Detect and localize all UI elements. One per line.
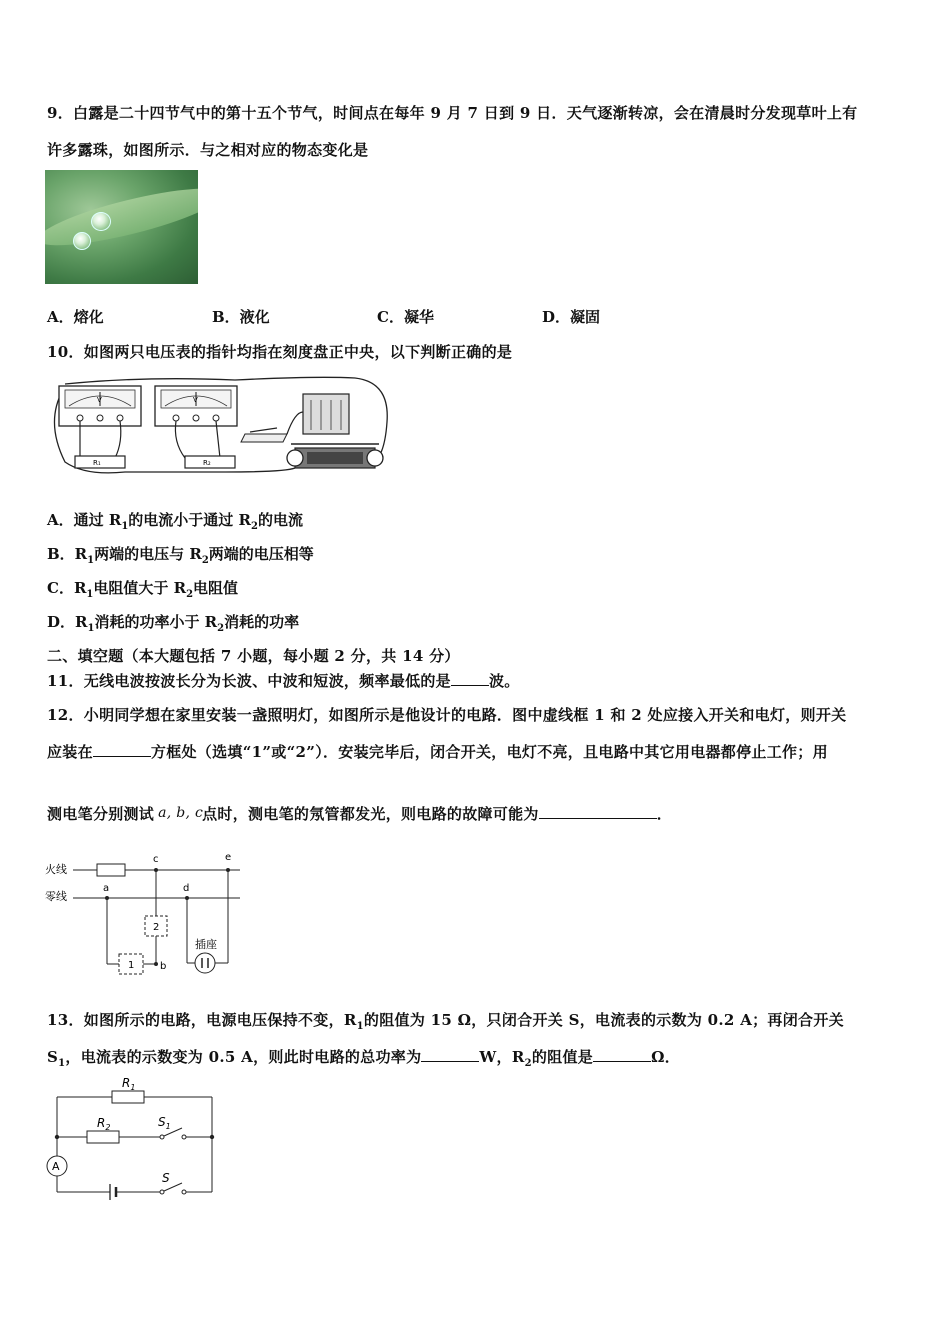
- s1-symbol: $S_1$: [158, 1115, 171, 1131]
- voltmeter-circuit-diagram: [45, 372, 395, 480]
- point-c: c: [153, 854, 159, 865]
- r2-label: R₂: [203, 459, 211, 467]
- r1-label: R₁: [93, 459, 101, 467]
- q10-stem: 10．如图两只电压表的指针均指在刻度盘正中央，以下判断正确的是: [47, 343, 513, 361]
- q12-line2: 应装在 方框处（选填“1”或“2”）．安装完毕后，闭合开关，电灯不亮，且电路中其它用电器都停止工作；用: [47, 743, 828, 761]
- household-circuit-diagram: [45, 850, 245, 978]
- point-a: a: [103, 883, 110, 894]
- q9-option-d: D．凝固: [542, 308, 601, 326]
- point-e: e: [225, 852, 232, 863]
- r2-symbol: $R_2$: [97, 1116, 111, 1132]
- q9-line1: 9．白露是二十四节气中的第十五个节气，时间点在每年 9 月 7 日到 9 日．天气逐渐转凉，会在清晨时分发现草叶上有: [47, 104, 858, 122]
- neutral-wire-label: 零线: [45, 890, 67, 903]
- point-b: b: [160, 961, 167, 972]
- q9-option-c: C．凝华: [377, 308, 434, 326]
- voltmeter1-label: V: [97, 396, 102, 404]
- q9-option-a: A．熔化: [47, 308, 104, 326]
- q10-option-c: C．$R_1$电阻值大于 $R_2$电阻值: [47, 579, 239, 600]
- q9-option-b: B．液化: [212, 308, 270, 326]
- q10-option-b: B．$R_1$两端的电压与 $R_2$两端的电压相等: [47, 545, 314, 566]
- socket-label: 插座: [195, 938, 217, 951]
- ammeter-symbol: A: [52, 1160, 60, 1173]
- section-heading: 二、填空题（本大题包括 7 小题，每小题 2 分，共 14 分）: [47, 647, 460, 665]
- q13-line2: $S_1$，电流表的示数变为 0.5 A，则此时电路的总功率为 W，$R_2$的阻值是 Ω．: [47, 1048, 681, 1069]
- q12-line3: 测电笔分别测试 a, b, c 点时，测电笔的氖管都发光，则电路的故障可能为 ．: [47, 805, 673, 823]
- fire-wire-label: 火线: [45, 863, 67, 876]
- box-2-label: 2: [153, 922, 160, 933]
- ammeter-circuit-diagram: [42, 1074, 222, 1204]
- q9-line2: 许多露珠，如图所示．与之相对应的物态变化是: [47, 141, 369, 159]
- q11-text: 11．无线电波按波长分为长波、中波和短波，频率最低的是 波。: [47, 672, 520, 690]
- s-symbol: S: [162, 1171, 170, 1185]
- abc-points: a, b, c: [158, 805, 204, 821]
- r1-symbol: $R_1$: [122, 1076, 136, 1092]
- voltmeter2-label: V: [193, 396, 198, 404]
- q12-line1: 12．小明同学想在家里安装一盏照明灯，如图所示是他设计的电路．图中虚线框 1 和 2 处应接入开关和电灯，则开关: [47, 706, 847, 724]
- q13-line1: 13．如图所示的电路，电源电压保持不变，$R_1$的阻值为 15 Ω，只闭合开关 S，电流表的示数为 0.2 A；再闭合开关: [47, 1011, 844, 1032]
- box-1-label: 1: [128, 960, 135, 971]
- point-d: d: [183, 883, 190, 894]
- q10-option-d: D．$R_1$消耗的功率小于 $R_2$消耗的功率: [47, 613, 300, 634]
- dew-photo: [45, 170, 198, 284]
- q10-option-a: A．通过 $R_1$的电流小于通过 $R_2$的电流: [47, 511, 303, 532]
